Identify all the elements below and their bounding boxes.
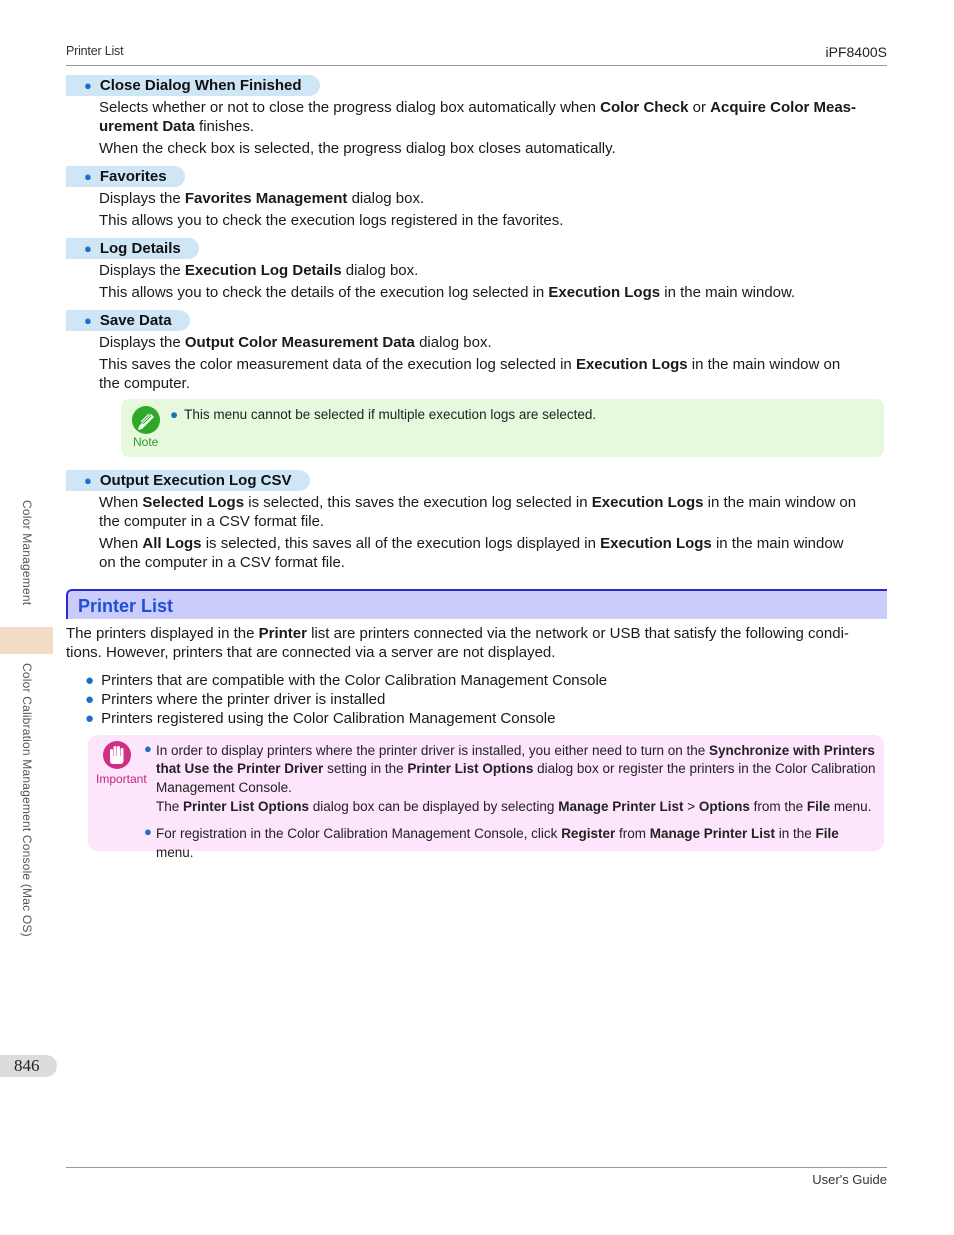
sidebar-chapter-marker [0, 627, 53, 654]
bullet-icon: ● [84, 473, 92, 488]
list-item: ● Printers where the printer driver is installed [85, 691, 386, 708]
bullet-icon: ● [85, 710, 95, 727]
item-output-csv-desc: When Selected Logs is selected, this saves the execution log selected in Execution Logs in the main window on [99, 494, 857, 511]
note-label: Note [133, 435, 159, 449]
bullet-icon: ● [84, 169, 92, 184]
item-favorites-detail: This allows you to check the execution logs registered in the favorites. [99, 212, 564, 229]
important-text-line: that Use the Printer Driver setting in the Printer List Options dialog box or register the printers in the Color Calibration [156, 761, 876, 776]
important-text-line: For registration in the Color Calibration Management Console, click Register from Manage Printer List in the File menu. [156, 826, 839, 860]
item-close-dialog-desc: Selects whether or not to close the progress dialog box automatically when Color Check or Acquire Color Meas- [99, 99, 857, 116]
section-intro-cont: tions. However, printers that are connected via a server are not displayed. [66, 644, 556, 661]
item-favorites-desc: Displays the Favorites Management dialog box. [99, 190, 425, 207]
running-header-model: iPF8400S [825, 44, 887, 60]
section-intro: The printers displayed in the Printer list are printers connected via the network or USB that satisfy the following condi- [66, 625, 849, 642]
note-text: ● This menu cannot be selected if multiple execution logs are selected. [170, 407, 597, 422]
footer-guide-title: User's Guide [812, 1172, 887, 1187]
bullet-icon: ● [84, 241, 92, 256]
item-heading-close-dialog: ● Close Dialog When Finished [66, 75, 320, 96]
section-heading-bar [66, 589, 887, 619]
list-item: ● Printers registered using the Color Calibration Management Console [85, 710, 556, 727]
item-close-dialog-desc-cont: urement Data finishes. [99, 118, 255, 135]
note-pencil-icon [131, 405, 161, 435]
header-rule [66, 65, 887, 66]
item-save-data-detail: This saves the color measurement data of the execution log selected in Execution Logs in the main window on [99, 356, 841, 373]
item-heading-favorites: ● Favorites [66, 166, 185, 187]
sidebar-chapter-tab: Color Management [20, 500, 34, 606]
footer-rule [66, 1167, 887, 1168]
item-heading-output-csv: ● Output Execution Log CSV [66, 470, 310, 491]
item-output-csv-detail-cont: on the computer in a CSV format file. [99, 554, 345, 571]
item-save-data-desc: Displays the Output Color Measurement Data dialog box. [99, 334, 492, 351]
bullet-icon: ● [84, 313, 92, 328]
item-output-csv-detail: When All Logs is selected, this saves all of the execution logs displayed in Execution Logs in the main window [99, 535, 844, 552]
item-log-details-detail: This allows you to check the details of the execution log selected in Execution Logs in the main window. [99, 284, 796, 301]
bullet-icon: ● [84, 78, 92, 93]
running-header-section: Printer List [66, 44, 124, 58]
item-save-data-detail-cont: the computer. [99, 375, 190, 392]
section-title: Printer List [78, 596, 174, 616]
item-close-dialog-detail: When the check box is selected, the progress dialog box closes automatically. [99, 140, 616, 157]
sidebar-subchapter-tab: Color Calibration Management Console (Mac OS) [20, 663, 34, 937]
bullet-icon: ● [170, 407, 179, 422]
item-heading-save-data: ● Save Data [66, 310, 190, 331]
page-number: 846 [0, 1055, 57, 1077]
item-log-details-desc: Displays the Execution Log Details dialog box. [99, 262, 419, 279]
bullet-icon: ● [144, 741, 152, 756]
important-text-line: Management Console. [156, 780, 292, 795]
important-text-line: In order to display printers where the printer driver is installed, you either need to turn on the Synchronize with Printers [156, 743, 875, 758]
bullet-icon: ● [144, 824, 152, 839]
bullet-icon: ● [85, 672, 95, 689]
important-text-line: The Printer List Options dialog box can be displayed by selecting Manage Printer List > Options from the File menu. [156, 799, 872, 814]
important-label: Important [96, 772, 147, 786]
important-hand-icon [102, 740, 132, 772]
bullet-icon: ● [85, 691, 95, 708]
item-output-csv-desc-cont: the computer in a CSV format file. [99, 513, 325, 530]
list-item: ● Printers that are compatible with the Color Calibration Management Console [85, 672, 608, 689]
item-heading-log-details: ● Log Details [66, 238, 199, 259]
